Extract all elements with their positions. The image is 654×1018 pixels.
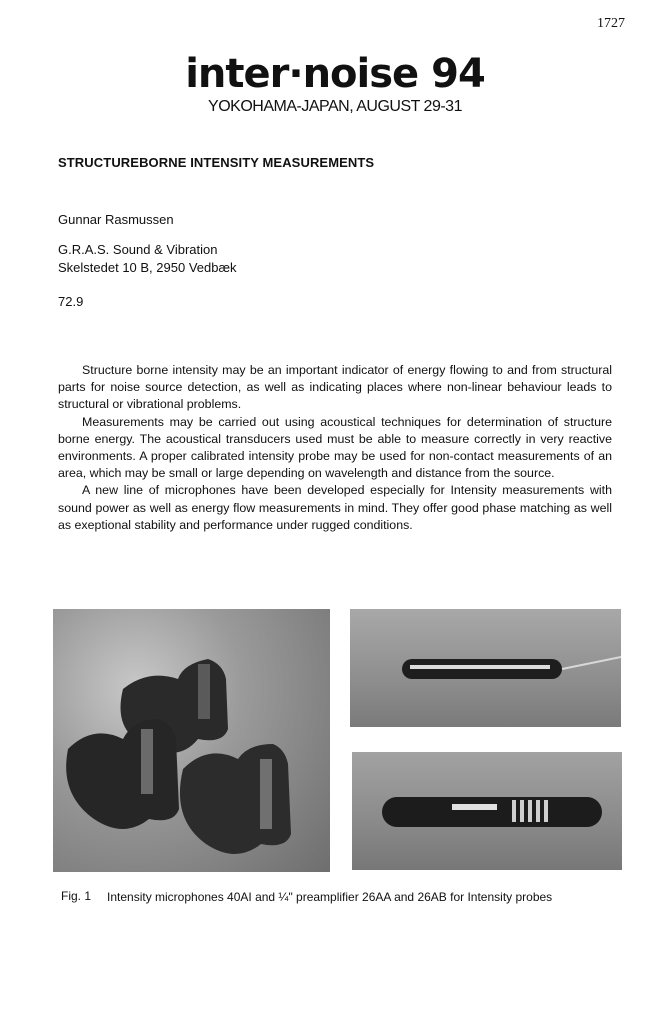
figure-photo-preamplifier-26AA <box>350 609 621 727</box>
paper-code: 72.9 <box>58 294 84 309</box>
abstract-paragraph: A new line of microphones have been developed especially for Intensity measurements with sound power as well as energy flow measurements in mind. They offer good phase matching as well as exeptional stability and performance under rugged conditions. <box>58 483 612 532</box>
abstract-paragraph: Measurements may be carried out using acoustical techniques for determination of structure borne energy. The acoustical transducers used must be able to measure correctly in very reactive environments. A proper calibrated intensity probe may be used for non-contact measurements of an area, which may be small or large depending on wavelength and distance from the source. <box>58 414 612 481</box>
abstract <box>58 362 612 534</box>
page-number: 1727 <box>597 16 625 31</box>
conference-subtitle: YOKOHAMA-JAPAN, AUGUST 29-31 <box>208 98 462 115</box>
figure-photo-preamplifier-26AB <box>352 752 622 870</box>
affiliation <box>58 241 237 277</box>
author-name: Gunnar Rasmussen <box>58 212 174 227</box>
abstract-paragraph: Structure borne intensity may be an important indicator of energy flowing to and from structural parts for noise source detection, as well as indicating places where non-linear behaviour leads to structural or vibrational problems. <box>58 363 612 412</box>
figure-caption: Intensity microphones 40AI and ¼" preamplifier 26AA and 26AB for Intensity probes <box>107 890 553 904</box>
figure-photo-microphones <box>53 609 330 872</box>
conference-logo: inter·noise 94 <box>185 51 485 97</box>
affiliation-line-2: Skelstedet 10 B, 2950 Vedbæk <box>58 260 237 275</box>
affiliation-line-1: G.R.A.S. Sound & Vibration <box>58 242 218 257</box>
microphone-pair-left <box>66 719 179 829</box>
figure-label: Fig. 1 <box>61 889 92 903</box>
paper-title: STRUCTUREBORNE INTENSITY MEASUREMENTS <box>58 155 375 170</box>
microphone-pair-right <box>180 744 291 854</box>
